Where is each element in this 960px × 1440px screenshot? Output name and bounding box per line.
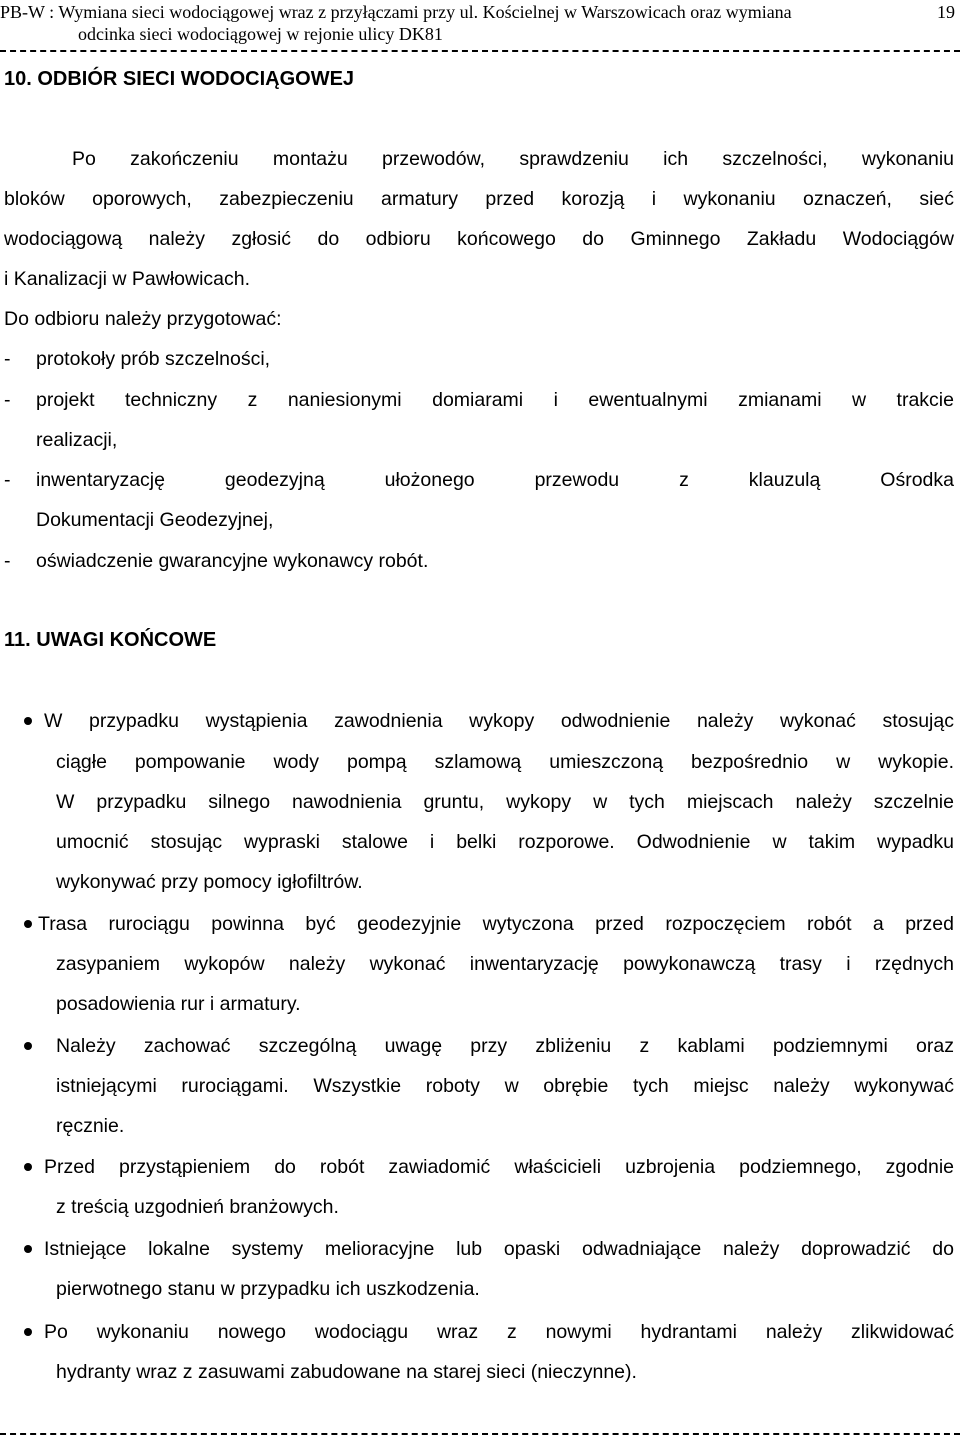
list-item: projekt techniczny z naniesionymi domiarami i ewentualnymi zmianami w trakcie [36, 389, 954, 411]
bullet-text-line: Należy zachować szczególną uwagę przy zbliżeniu z kablami podziemnymi oraz [56, 1035, 954, 1057]
bullet-text-line: istniejącymi rurociągami. Wszystkie roboty w obrębie tych miejsc należy wykonywać [56, 1075, 954, 1097]
list-item: protokoły prób szczelności, [36, 348, 271, 370]
paragraph-line: i Kanalizacji w Pawłowicach. [4, 268, 251, 290]
bullet-icon [24, 1042, 32, 1050]
bullet-text-line: wykonywać przy pomocy igłofiltrów. [56, 871, 363, 893]
header-rule [0, 50, 960, 52]
list-item: inwentaryzację geodezyjną ułożonego przewodu z klauzulą Ośrodka [36, 469, 954, 491]
bullet-icon [24, 717, 32, 725]
bullet-text-line: ręcznie. [56, 1115, 125, 1137]
bullet-text-line: hydranty wraz z zasuwami zabudowane na starej sieci (nieczynne). [56, 1361, 637, 1383]
bullet-text-line: Istniejące lokalne systemy melioracyjne lub opaski odwadniające należy doprowadzić do [44, 1238, 954, 1260]
bullet-text-line: Przed przystąpieniem do robót zawiadomić właścicieli uzbrojenia podziemnego, zgodnie [44, 1156, 954, 1178]
list-dash: - [4, 348, 11, 370]
list-dash: - [4, 550, 11, 572]
bullet-text-line: posadowienia rur i armatury. [56, 993, 301, 1015]
bullet-text-line: W przypadku wystąpienia zawodnienia wykopy odwodnienie należy wykonać stosując [44, 710, 954, 732]
list-item-continuation: Dokumentacji Geodezyjnej, [36, 509, 274, 531]
bullet-icon [24, 920, 32, 928]
bullet-text-line: z treścią uzgodnień branżowych. [56, 1196, 339, 1218]
list-dash: - [4, 389, 11, 411]
header-title-line-2: odcinka sieci wodociągowej w rejonie ulicy DK81 [78, 24, 443, 44]
footer-rule [0, 1433, 960, 1435]
bullet-icon [24, 1163, 32, 1171]
prepare-intro: Do odbioru należy przygotować: [4, 308, 282, 330]
bullet-text-line: ciągłe pompowanie wody pompą szlamową umieszczoną bezpośrednio w wykopie. [56, 751, 954, 773]
paragraph-line: wodociągową należy zgłosić do odbioru końcowego do Gminnego Zakładu Wodociągów [4, 228, 954, 250]
list-dash: - [4, 469, 11, 491]
section-10-heading: 10. ODBIÓR SIECI WODOCIĄGOWEJ [4, 68, 355, 90]
section-11-heading: 11. UWAGI KOŃCOWE [4, 629, 217, 651]
bullet-icon [24, 1245, 32, 1253]
bullet-text-line: umocnić stosując wypraski stalowe i belki rozporowe. Odwodnienie w takim wypadku [56, 831, 954, 853]
bullet-text-line: Trasa rurociągu powinna być geodezyjnie wytyczona przed rozpoczęciem robót a przed [38, 913, 954, 935]
bullet-text-line: zasypaniem wykopów należy wykonać inwentaryzację powykonawczą trasy i rzędnych [56, 953, 954, 975]
page-number: 19 [937, 2, 955, 22]
list-item-continuation: realizacji, [36, 429, 118, 451]
header-title-line-1: PB-W : Wymiana sieci wodociągowej wraz z przyłączami przy ul. Kościelnej w Warszowicach oraz wymiana [0, 2, 792, 22]
bullet-icon [24, 1328, 32, 1336]
list-item: oświadczenie gwarancyjne wykonawcy robót. [36, 550, 429, 572]
paragraph-line: bloków oporowych, zabezpieczeniu armatury przed korozją i wykonaniu oznaczeń, sieć [4, 188, 954, 210]
bullet-text-line: Po wykonaniu nowego wodociągu wraz z nowymi hydrantami należy zlikwidować [44, 1321, 954, 1343]
paragraph-line: Po zakończeniu montażu przewodów, sprawdzeniu ich szczelności, wykonaniu [72, 148, 954, 170]
bullet-text-line: pierwotnego stanu w przypadku ich uszkodzenia. [56, 1278, 480, 1300]
bullet-text-line: W przypadku silnego nawodnienia gruntu, wykopy w tych miejscach należy szczelnie [56, 791, 954, 813]
